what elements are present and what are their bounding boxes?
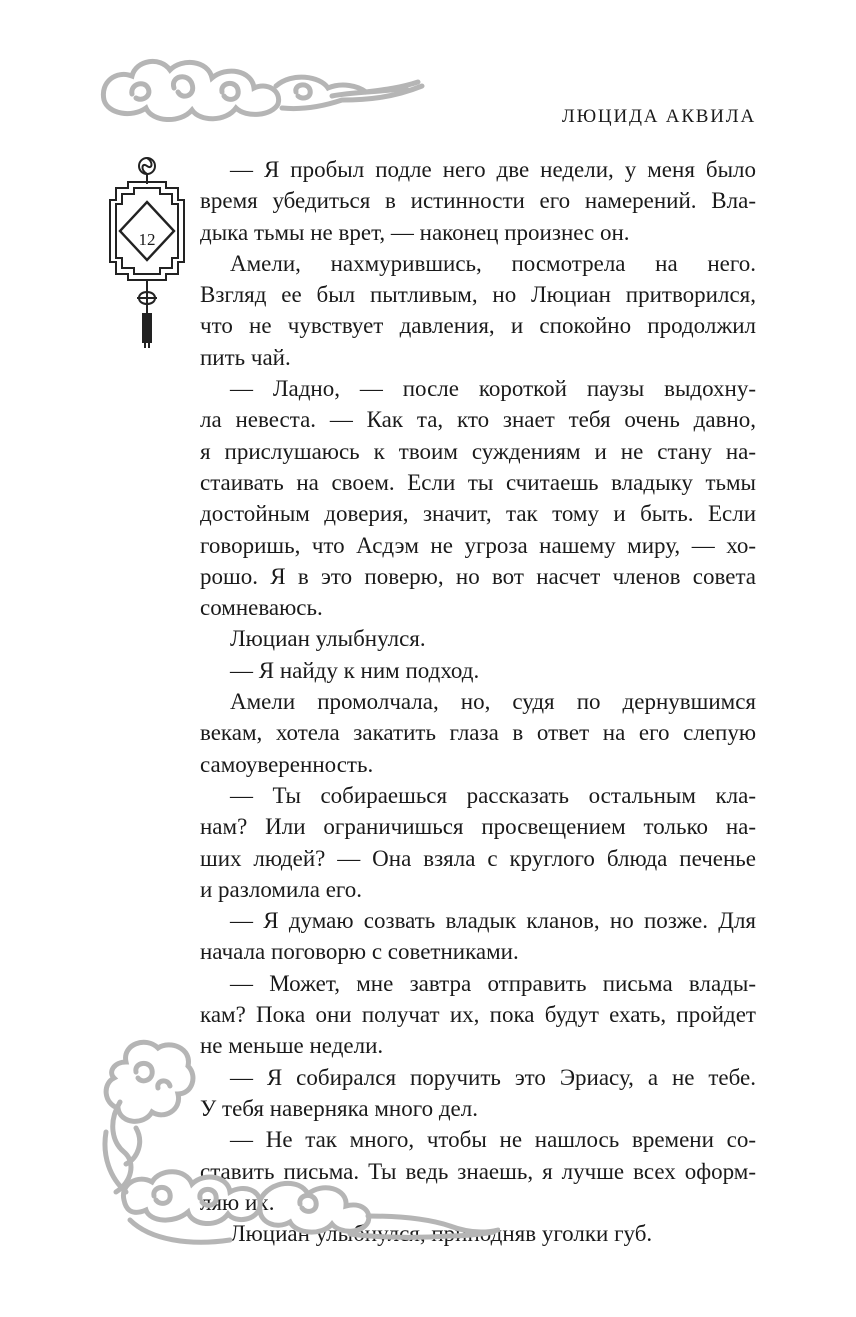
text-line: — Не так много, чтобы не нашлось времени со- [230,1127,756,1153]
page-number-ornament [108,152,186,352]
running-title: ЛЮЦИДА АКВИЛА [561,106,756,127]
text-line: не меньше недели. [200,1033,384,1059]
text-line: Взгляд ее был пытливым, но Люциан притворился, [200,282,756,308]
cloud-ornament-bottom [110,1160,500,1260]
text-line: ла невеста. — Как та, кто знает тебя очень давно, [200,407,756,433]
text-line: Амели промолчала, но, судя по дернувшимся [230,689,756,715]
text-line: ших людей? — Она взяла с круглого блюда печенье [200,845,756,871]
text-line: самоуверенность. [200,751,374,777]
text-line: векам, хотела закатить глаза в ответ на его слепую [200,720,756,746]
page-number: 12 [138,230,156,249]
text-line: говоришь, что Асдэм не угроза нашему миру, — хо- [200,532,756,558]
text-line: сомневаюсь. [200,595,323,621]
text-line: кам? Пока они получат их, пока будут ехать, пройдет [200,1002,756,1028]
text-line: ляю их. [200,1189,275,1215]
text-line: ставить письма. Ты ведь знаешь, я лучше всех оформ- [200,1158,756,1184]
text-line: что не чувствует давления, и спокойно продолжил [200,313,756,339]
text-line: дыка тьмы не врет, — наконец произнес он. [200,219,630,245]
paragraph [200,623,756,654]
paragraph [200,154,756,248]
text-line: я прислушаюсь к твоим суждениям и не стану на- [200,438,756,464]
text-line: пить чай. [200,344,291,370]
text-line: — Ладно, — после короткой паузы выдохну- [230,376,756,402]
text-line: время убедиться в истинности его намерений. Вла- [200,188,756,214]
paragraph [200,248,756,373]
text-line: — Я найду к ним подход. [230,657,480,683]
text-line: У тебя наверняка много дел. [200,1095,478,1121]
knot-pendant-icon [108,152,186,352]
text-line: Люциан улыбнулся. [230,626,426,652]
paragraph [200,780,756,905]
text-line: начала поговорю с советниками. [200,939,519,965]
text-line: — Может, мне завтра отправить письма влады- [230,970,756,996]
text-line: достойным доверия, значит, так тому и быть. Если [200,501,756,527]
paragraph [200,968,756,1062]
paragraph [200,373,756,623]
text-line: нам? Или ограничишься просвещением только на- [200,814,756,840]
body-text [200,154,756,1249]
text-line: стаивать на своем. Если ты считаешь владыку тьмы [200,469,756,495]
paragraph [200,686,756,780]
text-line: и разломила его. [200,876,363,902]
text-line: — Я пробыл подле него две недели, у меня было [230,157,756,182]
text-line: — Я думаю созвать владык кланов, но позже. Для [230,908,756,934]
paragraph [200,1062,756,1125]
paragraph [200,905,756,968]
cloud-ornament-top [96,52,426,132]
text-line: — Я собирался поручить это Эриасу, а не тебе. [230,1064,756,1090]
text-line: — Ты собираешься рассказать остальным кла- [230,782,756,808]
paragraph [200,655,756,686]
text-line: Амели, нахмурившись, посмотрела на него. [230,250,756,276]
text-line: рошо. Я в это поверю, но вот насчет членов совета [200,563,756,589]
text-line: Люциан улыбнулся, приподняв уголки губ. [230,1221,653,1247]
